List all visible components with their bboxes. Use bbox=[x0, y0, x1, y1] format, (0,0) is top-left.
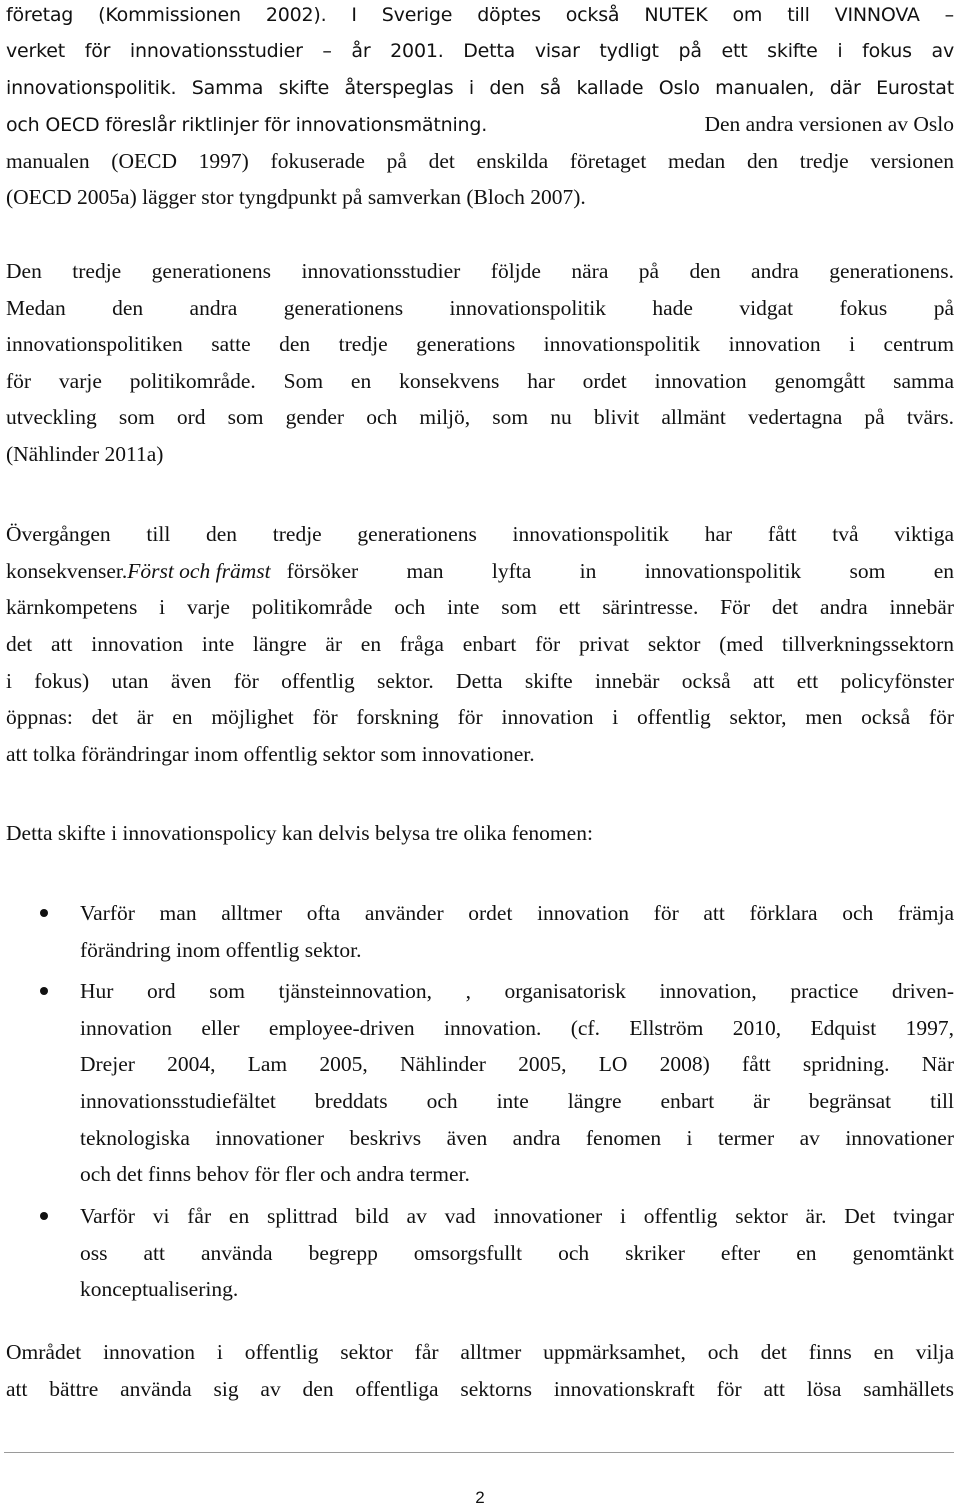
text-span: konsekvenser. bbox=[6, 559, 128, 583]
text-line: att bättre använda sig av den offentliga sektorns innovationskraft för att lösa samhällets bbox=[6, 1377, 954, 1401]
text-line: Medan den andra generationens innovationspolitik hade vidgat fokus på bbox=[6, 296, 954, 320]
text-line: att tolka förändringar inom offentlig sektor som innovationer. bbox=[6, 742, 535, 766]
text-line: Detta skifte i innovationspolicy kan delvis belysa tre olika fenomen: bbox=[6, 821, 593, 845]
text-span: och OECD föreslår riktlinjer för innovationsmätning. bbox=[6, 114, 488, 136]
list-item-line: innovation eller employee-driven innovation. (cf. Ellström 2010, Edquist 1997, bbox=[80, 1016, 954, 1040]
footer-divider bbox=[4, 1452, 954, 1453]
list-item-line: Varför vi får en splittrad bild av vad innovationer i offentlig sektor är. Det tvingar bbox=[80, 1204, 954, 1228]
text-line: (Nählinder 2011a) bbox=[6, 442, 164, 466]
text-line: (OECD 2005a) lägger stor tyngdpunkt på samverkan (Bloch 2007). bbox=[6, 185, 586, 209]
text-line bbox=[6, 558, 954, 584]
text-line: Övergången till den tredje generationens innovationspolitik har fått två viktiga bbox=[6, 522, 954, 546]
text-line: Området innovation i offentlig sektor får alltmer uppmärksamhet, och det finns en vilja bbox=[6, 1340, 954, 1364]
text-line: verket för innovationsstudier – år 2001. Detta visar tydligt på ett skifte i fokus av bbox=[6, 40, 954, 62]
text-line: innovationspolitik. Samma skifte återspeglas i den så kallade Oslo manualen, där Eurostat bbox=[6, 77, 954, 99]
list-item-line: och det finns behov för fler och andra termer. bbox=[80, 1162, 470, 1186]
text-line: kärnkompetens i varje politikområde och inte som ett särintresse. För det andra innebär bbox=[6, 595, 954, 619]
bullet-marker bbox=[40, 1212, 48, 1220]
text-line: utveckling som ord som gender och miljö, som nu blivit allmänt vedertagna på tvärs. bbox=[6, 405, 954, 429]
text-line: manualen (OECD 1997) fokuserade på det enskilda företaget medan den tredje versionen bbox=[6, 149, 954, 173]
page-number: 2 bbox=[475, 1488, 485, 1507]
emphasis-text: Först och främst bbox=[127, 559, 271, 583]
text-span: försöker man lyfta in innovationspolitik som en bbox=[286, 559, 954, 583]
text-line: i fokus) utan även för offentlig sektor. Detta skifte innebär också att ett policyfönster bbox=[6, 669, 954, 693]
text-span: Den andra versionen av Oslo bbox=[704, 112, 954, 136]
bullet-marker bbox=[40, 987, 48, 995]
list-item-line: Hur ord som tjänsteinnovation, , organisatorisk innovation, practice driven- bbox=[80, 979, 954, 1003]
text-line: det att innovation inte längre är en fråga enbart för privat sektor (med tillverkningssektorn bbox=[6, 632, 954, 656]
list-item-line: innovationsstudiefältet breddats och inte längre enbart är begränsat till bbox=[80, 1089, 954, 1113]
text-line: öppnas: det är en möjlighet för forskning för innovation i offentlig sektor, men också för bbox=[6, 705, 954, 729]
list-item-line: Drejer 2004, Lam 2005, Nählinder 2005, LO 2008) fått spridning. När bbox=[80, 1052, 954, 1076]
text-line: Den tredje generationens innovationsstudier följde nära på den andra generationens. bbox=[6, 259, 954, 283]
text-line: företag (Kommissionen 2002). I Sverige döptes också NUTEK om till VINNOVA – bbox=[6, 4, 954, 26]
list-item-line: konceptualisering. bbox=[80, 1277, 239, 1301]
text-line bbox=[6, 111, 954, 138]
text-line: innovationspolitiken satte den tredje generations innovationspolitik innovation i centrum bbox=[6, 332, 954, 356]
text-line: för varje politikområde. Som en konsekvens har ordet innovation genomgått samma bbox=[6, 369, 954, 393]
list-item-line: Varför man alltmer ofta använder ordet innovation för att förklara och främja bbox=[80, 901, 954, 925]
bullet-marker bbox=[40, 909, 48, 917]
list-item-line: förändring inom offentlig sektor. bbox=[80, 938, 362, 962]
list-item-line: oss att använda begrepp omsorgsfullt och skriker efter en genomtänkt bbox=[80, 1241, 954, 1265]
list-item-line: teknologiska innovationer beskrivs även andra fenomen i termer av innovationer bbox=[80, 1126, 954, 1150]
